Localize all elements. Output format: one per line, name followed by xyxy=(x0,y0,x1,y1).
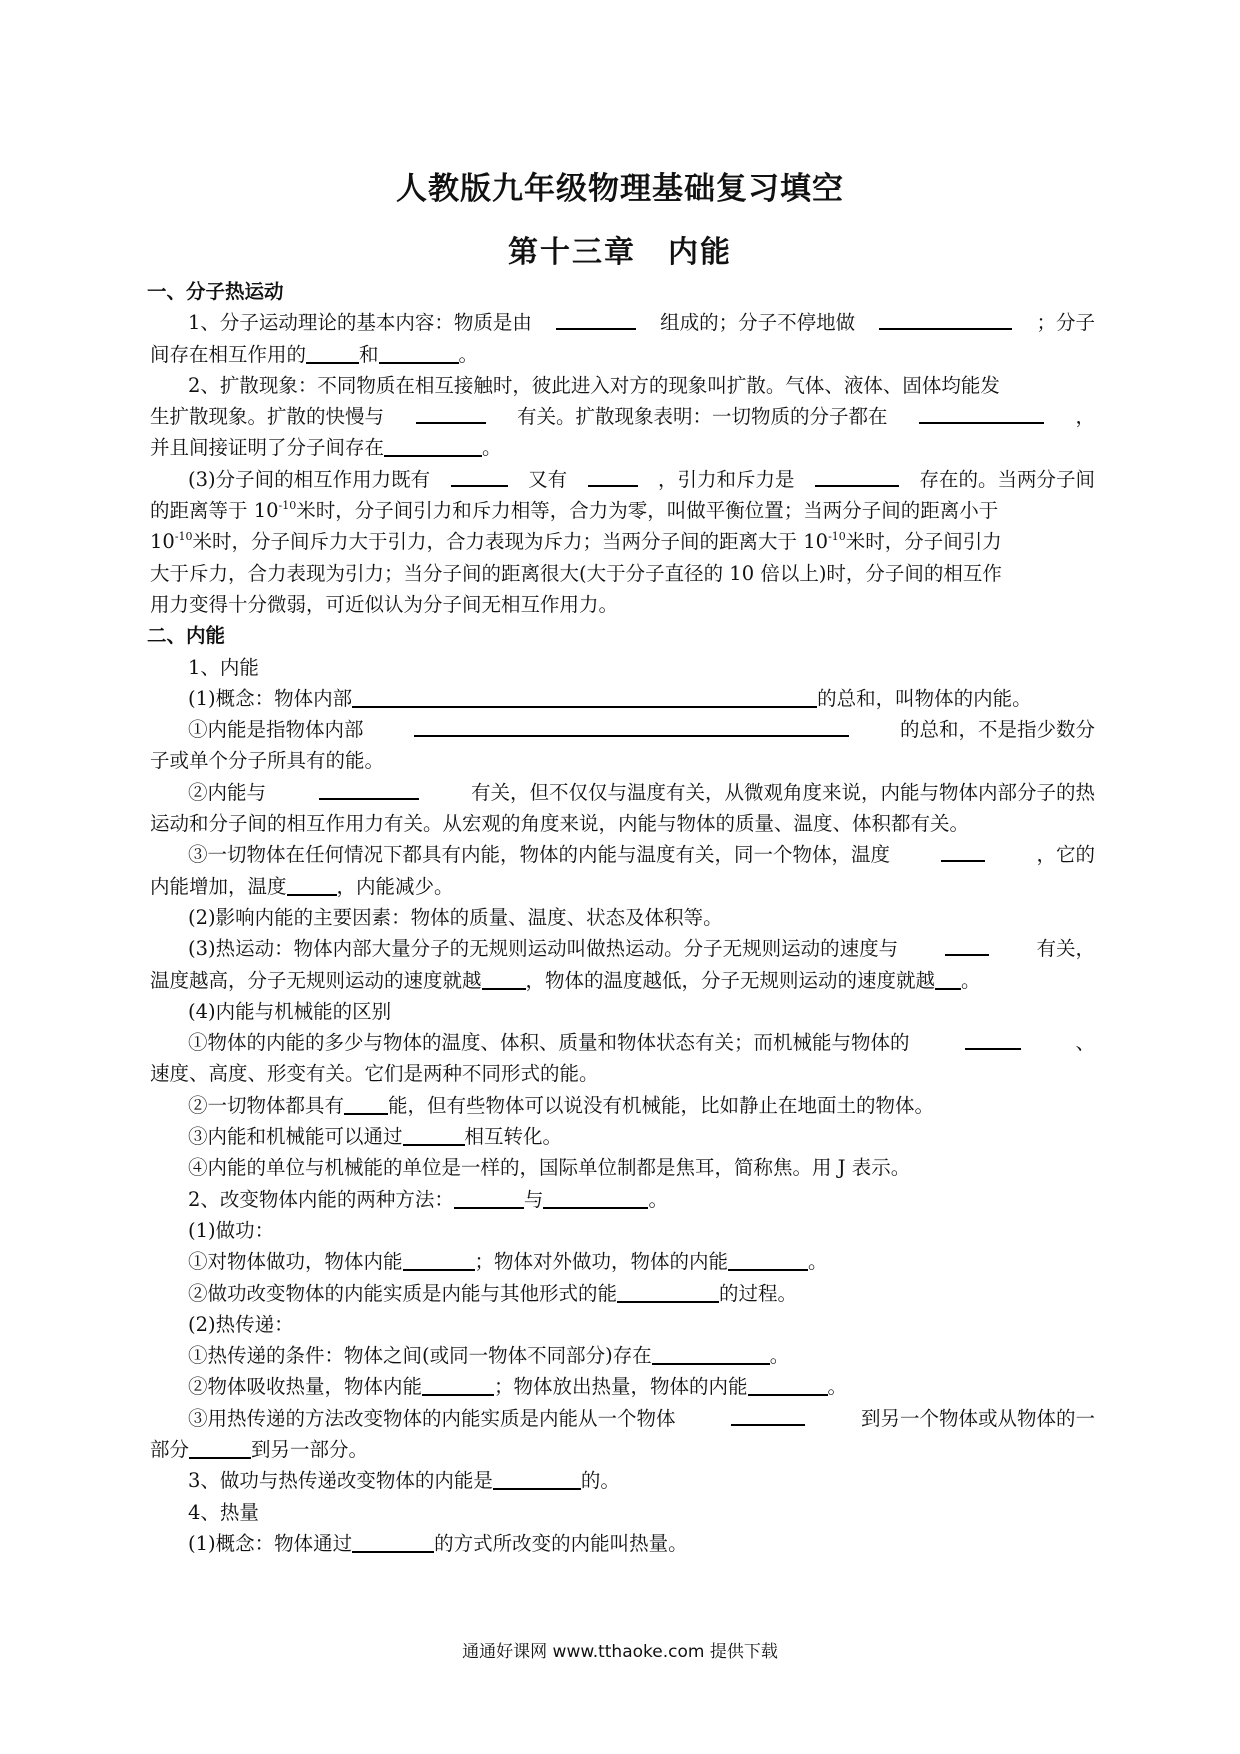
paragraph-line: (2)影响内能的主要因素：物体的质量、温度、状态及体积等。 xyxy=(188,905,723,929)
paragraph-line: ①热传递的条件：物体之间(或同一物体不同部分)存在 。 xyxy=(188,1344,790,1368)
paragraph-line: (1)概念：物体内部 的总和，叫物体的内能。 xyxy=(188,686,1032,710)
paragraph-line: ②一切物体都具有 能，但有些物体可以说没有机械能，比如静止在地面土的物体。 xyxy=(188,1093,935,1117)
exponent: -10 xyxy=(278,499,297,513)
fill-blank[interactable] xyxy=(935,967,961,990)
fill-blank[interactable] xyxy=(728,1248,808,1271)
fill-blank[interactable] xyxy=(306,341,359,364)
exponent: -10 xyxy=(174,530,193,544)
fill-blank[interactable] xyxy=(543,1186,648,1209)
paragraph-line: (1)概念：物体通过 的方式所改变的内能叫热量。 xyxy=(188,1531,688,1555)
paragraph-line: 用力变得十分微弱，可近似认为分子间无相互作用力。 xyxy=(150,592,619,616)
paragraph-line: 间存在相互作用的 和 。 xyxy=(150,342,479,366)
fill-blank[interactable] xyxy=(617,1280,719,1303)
fill-blank[interactable] xyxy=(451,464,508,487)
worksheet-body xyxy=(147,276,1095,1559)
fill-blank[interactable] xyxy=(652,1342,770,1365)
paragraph-line: $10^{-10}$米时，分子间斥力大于引力，合力表现为斥力；当两分子间的距离大于 $10^{-10}$米时，分子间引力 xyxy=(150,530,1002,554)
paragraph-line: 速度、高度、形变有关。它们是两种不同形式的能。 xyxy=(150,1062,599,1086)
page-footer: 通通好课网 www.tthaoke.com 提供下载 xyxy=(462,1642,778,1662)
paragraph-line: ②内能与 有关，但不仅仅与温度有关，从微观角度来说，内能与物体内部分子的热 xyxy=(150,777,1095,808)
chapter-title: 第十三章 内能 xyxy=(508,235,732,270)
paragraph-line: 生扩散现象。扩散的快慢与 有关。扩散现象表明：一切物质的分子都在 ， xyxy=(150,401,1095,432)
fill-blank[interactable] xyxy=(414,714,849,737)
paragraph-line: 运动和分子间的相互作用力有关。从宏观的角度来说，内能与物体的质量、温度、体积都有关。 xyxy=(150,812,970,836)
paragraph-line: ④内能的单位与机械能的单位是一样的，国际单位制都是焦耳，简称焦。用 J 表示。 xyxy=(188,1156,911,1180)
fill-blank[interactable] xyxy=(422,1373,494,1396)
fill-blank[interactable] xyxy=(352,1530,434,1553)
paragraph-line: 并且间接证明了分子间存在 。 xyxy=(150,436,502,460)
paragraph-line: 1、分子运动理论的基本内容：物质是由 组成的；分子不停地做 ；分子 xyxy=(150,307,1095,338)
fill-blank[interactable] xyxy=(815,464,899,487)
fill-blank[interactable] xyxy=(379,341,459,364)
paragraph-line: ①内能是指物体内部 的总和，不是指少数分 xyxy=(150,714,1095,745)
section-heading-molecular-motion: 一、分子热运动 xyxy=(147,280,284,303)
fill-blank[interactable] xyxy=(945,933,989,956)
fill-blank[interactable] xyxy=(287,873,337,896)
fill-blank[interactable] xyxy=(384,434,482,457)
paragraph-line: ①物体的内能的多少与物体的温度、体积、质量和物体状态有关；而机械能与物体的 、 xyxy=(150,1027,1095,1058)
fill-blank[interactable] xyxy=(344,1092,388,1115)
fill-blank[interactable] xyxy=(941,839,985,862)
paragraph-line: 4、热量 xyxy=(188,1500,259,1524)
fill-blank[interactable] xyxy=(588,464,638,487)
fill-blank[interactable] xyxy=(189,1436,251,1459)
paragraph-line: 部分 到另一部分。 xyxy=(150,1437,369,1461)
paragraph-line: (3)分子间的相互作用力既有 又有 ，引力和斥力是 存在的。当两分子间 xyxy=(150,464,1095,495)
paragraph-line: ①对物体做功，物体内能 ；物体对外做功，物体的内能 。 xyxy=(188,1250,828,1274)
section-heading-internal-energy: 二、内能 xyxy=(147,624,226,648)
paragraph-line: 1、内能 xyxy=(188,655,259,679)
fill-blank[interactable] xyxy=(731,1403,805,1426)
paragraph-line: 的距离等于 $10^{-10}$米时，分子间引力和斥力相等，合力为零，叫做平衡位置；当两分子间的距离小于 xyxy=(150,499,999,523)
paragraph-line: ③一切物体在任何情况下都具有内能，物体的内能与温度有关，同一个物体，温度 ，它的 xyxy=(150,839,1095,870)
document-title: 人教版九年级物理基础复习填空 xyxy=(396,171,844,207)
paragraph-line: ③用热传递的方法改变物体的内能实质是内能从一个物体 到另一个物体或从物体的一 xyxy=(150,1403,1095,1434)
fill-blank[interactable] xyxy=(319,777,419,800)
fill-blank[interactable] xyxy=(879,307,1012,330)
paragraph-line: 2、扩散现象：不同物质在相互接触时，彼此进入对方的现象叫扩散。气体、液体、固体均能发 xyxy=(188,373,1000,397)
paragraph-line: (2)热传递： xyxy=(188,1312,294,1336)
fill-blank[interactable] xyxy=(493,1467,581,1490)
fill-blank[interactable] xyxy=(482,967,526,990)
paragraph-line: ②做功改变物体的内能实质是内能与其他形式的能 的过程。 xyxy=(188,1281,798,1305)
paragraph-line: 温度越高，分子无规则运动的速度就越 ，物体的温度越低，分子无规则运动的速度就越 。 xyxy=(150,968,981,992)
fill-blank[interactable] xyxy=(919,401,1044,424)
paragraph-line: 3、做功与热传递改变物体的内能是 的。 xyxy=(188,1469,620,1493)
fill-blank[interactable] xyxy=(403,1123,465,1146)
paragraph-line: 内能增加，温度 ，内能减少。 xyxy=(150,874,454,898)
fill-blank[interactable] xyxy=(352,685,817,708)
paragraph-line: (3)热运动：物体内部大量分子的无规则运动叫做热运动。分子无规则运动的速度与 有关， xyxy=(150,933,1095,964)
fill-blank[interactable] xyxy=(416,401,486,424)
fill-blank[interactable] xyxy=(748,1373,828,1396)
paragraph-line: (4)内能与机械能的区别 xyxy=(188,999,392,1023)
paragraph-line: 大于斥力，合力表现为引力；当分子间的距离很大(大于分子直径的 10 倍以上)时，分子间的相互作 xyxy=(150,561,1002,585)
paragraph-line: (1)做功： xyxy=(188,1218,275,1242)
fill-blank[interactable] xyxy=(965,1027,1021,1050)
fill-blank[interactable] xyxy=(556,307,636,330)
paragraph-line: 子或单个分子所具有的能。 xyxy=(150,749,385,773)
paragraph-line: ③内能和机械能可以通过 相互转化。 xyxy=(188,1125,563,1149)
paragraph-line: 2、改变物体内能的两种方法： 与 。 xyxy=(188,1187,668,1211)
fill-blank[interactable] xyxy=(403,1248,475,1271)
paragraph-line: ②物体吸收热量，物体内能 ；物体放出热量，物体的内能 。 xyxy=(188,1375,848,1399)
fill-blank[interactable] xyxy=(454,1186,524,1209)
exponent: -10 xyxy=(828,530,846,544)
